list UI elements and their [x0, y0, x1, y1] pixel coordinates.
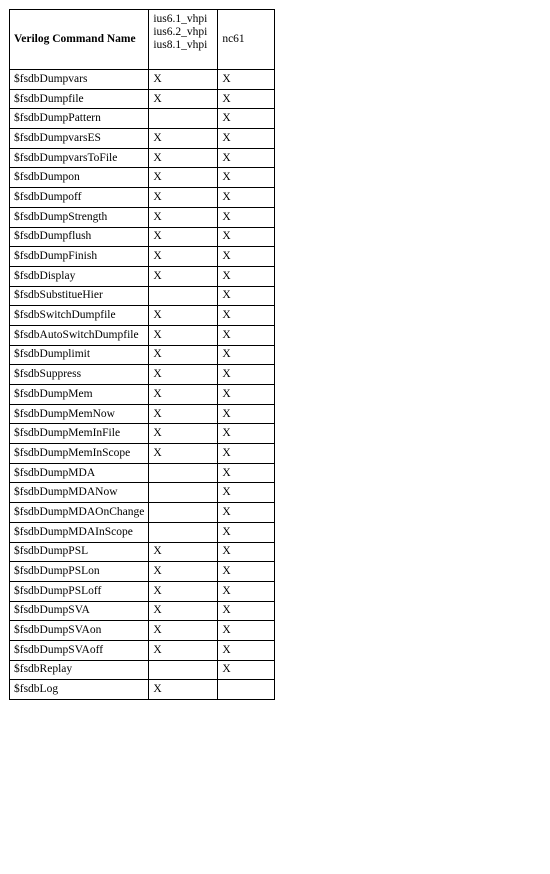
table-row	[10, 325, 275, 345]
table-row	[10, 503, 275, 523]
table-row	[10, 345, 275, 365]
table-row	[10, 404, 275, 424]
ius-support-cell: X	[149, 247, 218, 267]
ius-support-cell: X	[149, 562, 218, 582]
nc61-support-cell: X	[218, 247, 275, 267]
command-name-cell: $fsdbLog	[10, 680, 149, 700]
ius-support-cell	[149, 483, 218, 503]
command-name-cell: $fsdbDumpoff	[10, 188, 149, 208]
ius-support-cell: X	[149, 227, 218, 247]
table-row	[10, 266, 275, 286]
ius-support-cell: X	[149, 680, 218, 700]
nc61-support-cell: X	[218, 129, 275, 149]
ius-support-cell: X	[149, 621, 218, 641]
command-name-cell: $fsdbDumpMemInFile	[10, 424, 149, 444]
command-name-cell: $fsdbDumpMem	[10, 385, 149, 405]
nc61-support-cell: X	[218, 306, 275, 326]
ius-support-cell: X	[149, 345, 218, 365]
command-name-cell: $fsdbAutoSwitchDumpfile	[10, 325, 149, 345]
command-name-cell: $fsdbDumpvarsToFile	[10, 148, 149, 168]
nc61-support-cell: X	[218, 168, 275, 188]
nc61-support-cell: X	[218, 89, 275, 109]
nc61-support-cell: X	[218, 522, 275, 542]
command-name-cell: $fsdbDumpflush	[10, 227, 149, 247]
table-row	[10, 188, 275, 208]
nc61-support-cell: X	[218, 463, 275, 483]
ius-support-cell: X	[149, 168, 218, 188]
nc61-support-cell: X	[218, 503, 275, 523]
command-name-cell: $fsdbDumpMDANow	[10, 483, 149, 503]
table-row	[10, 424, 275, 444]
command-name-cell: $fsdbDumpvars	[10, 70, 149, 90]
nc61-support-cell: X	[218, 207, 275, 227]
nc61-support-cell: X	[218, 444, 275, 464]
table-row	[10, 148, 275, 168]
header-ius-line: ius6.2_vhpi	[153, 26, 208, 38]
table-row	[10, 168, 275, 188]
nc61-support-cell: X	[218, 109, 275, 129]
table-row	[10, 640, 275, 660]
command-name-cell: $fsdbDisplay	[10, 266, 149, 286]
command-name-cell: $fsdbDumpMemInScope	[10, 444, 149, 464]
table-row	[10, 306, 275, 326]
ius-support-cell: X	[149, 148, 218, 168]
command-name-cell: $fsdbDumpon	[10, 168, 149, 188]
nc61-support-cell: X	[218, 562, 275, 582]
command-name-cell: $fsdbDumpMDA	[10, 463, 149, 483]
ius-support-cell: X	[149, 129, 218, 149]
table-row	[10, 463, 275, 483]
table-row	[10, 562, 275, 582]
command-name-cell: $fsdbDumpPattern	[10, 109, 149, 129]
nc61-support-cell: X	[218, 286, 275, 306]
table-row	[10, 660, 275, 680]
ius-support-cell: X	[149, 306, 218, 326]
table-body	[10, 70, 275, 700]
ius-support-cell: X	[149, 266, 218, 286]
nc61-support-cell: X	[218, 424, 275, 444]
ius-support-cell: X	[149, 365, 218, 385]
command-name-cell: $fsdbDumpPSLoff	[10, 581, 149, 601]
table-row	[10, 129, 275, 149]
command-name-cell: $fsdbDumpPSLon	[10, 562, 149, 582]
ius-support-cell: X	[149, 70, 218, 90]
header-ius-line: ius8.1_vhpi	[153, 39, 208, 51]
command-name-cell: $fsdbDumpfile	[10, 89, 149, 109]
header-ius-line: ius6.1_vhpi	[153, 13, 208, 25]
table-row	[10, 207, 275, 227]
command-name-cell: $fsdbDumpMDAInScope	[10, 522, 149, 542]
command-name-cell: $fsdbReplay	[10, 660, 149, 680]
ius-support-cell: X	[149, 89, 218, 109]
table-header	[10, 10, 275, 70]
ius-support-cell	[149, 660, 218, 680]
header-row	[10, 10, 275, 70]
command-support-table	[9, 9, 275, 700]
ius-support-cell: X	[149, 444, 218, 464]
command-name-cell: $fsdbDumpSVAoff	[10, 640, 149, 660]
ius-support-cell: X	[149, 424, 218, 444]
table-row	[10, 680, 275, 700]
nc61-support-cell: X	[218, 188, 275, 208]
ius-support-cell	[149, 109, 218, 129]
nc61-support-cell: X	[218, 542, 275, 562]
ius-support-cell: X	[149, 640, 218, 660]
table-row	[10, 444, 275, 464]
header-ius-versions	[149, 10, 218, 70]
ius-support-cell: X	[149, 601, 218, 621]
command-name-cell: $fsdbDumplimit	[10, 345, 149, 365]
ius-support-cell	[149, 286, 218, 306]
ius-support-cell	[149, 522, 218, 542]
table-row	[10, 227, 275, 247]
command-name-cell: $fsdbDumpMemNow	[10, 404, 149, 424]
command-name-cell: $fsdbDumpvarsES	[10, 129, 149, 149]
ius-support-cell: X	[149, 404, 218, 424]
command-name-cell: $fsdbDumpPSL	[10, 542, 149, 562]
nc61-support-cell: X	[218, 483, 275, 503]
command-name-cell: $fsdbDumpStrength	[10, 207, 149, 227]
nc61-support-cell: X	[218, 385, 275, 405]
nc61-support-cell: X	[218, 404, 275, 424]
table-row	[10, 601, 275, 621]
table-row	[10, 621, 275, 641]
nc61-support-cell: X	[218, 325, 275, 345]
table-row	[10, 109, 275, 129]
ius-support-cell: X	[149, 542, 218, 562]
ius-support-cell: X	[149, 188, 218, 208]
nc61-support-cell: X	[218, 640, 275, 660]
ius-support-cell: X	[149, 325, 218, 345]
table-row	[10, 483, 275, 503]
command-name-cell: $fsdbDumpMDAOnChange	[10, 503, 149, 523]
table-row	[10, 385, 275, 405]
nc61-support-cell: X	[218, 70, 275, 90]
nc61-support-cell: X	[218, 581, 275, 601]
table-row	[10, 286, 275, 306]
header-nc61: nc61	[218, 10, 275, 70]
ius-support-cell	[149, 503, 218, 523]
nc61-support-cell: X	[218, 621, 275, 641]
nc61-support-cell: X	[218, 148, 275, 168]
command-name-cell: $fsdbDumpFinish	[10, 247, 149, 267]
nc61-support-cell	[218, 680, 275, 700]
nc61-support-cell: X	[218, 345, 275, 365]
header-command-name: Verilog Command Name	[10, 10, 149, 70]
ius-support-cell: X	[149, 385, 218, 405]
table-row	[10, 70, 275, 90]
nc61-support-cell: X	[218, 660, 275, 680]
nc61-support-cell: X	[218, 365, 275, 385]
nc61-support-cell: X	[218, 227, 275, 247]
command-name-cell: $fsdbSubstitueHier	[10, 286, 149, 306]
command-name-cell: $fsdbDumpSVA	[10, 601, 149, 621]
command-name-cell: $fsdbSuppress	[10, 365, 149, 385]
table-row	[10, 522, 275, 542]
table-row	[10, 542, 275, 562]
ius-support-cell: X	[149, 207, 218, 227]
table-row	[10, 247, 275, 267]
ius-support-cell: X	[149, 581, 218, 601]
nc61-support-cell: X	[218, 601, 275, 621]
command-name-cell: $fsdbSwitchDumpfile	[10, 306, 149, 326]
table-row	[10, 89, 275, 109]
command-name-cell: $fsdbDumpSVAon	[10, 621, 149, 641]
nc61-support-cell: X	[218, 266, 275, 286]
table-row	[10, 365, 275, 385]
ius-support-cell	[149, 463, 218, 483]
table-row	[10, 581, 275, 601]
